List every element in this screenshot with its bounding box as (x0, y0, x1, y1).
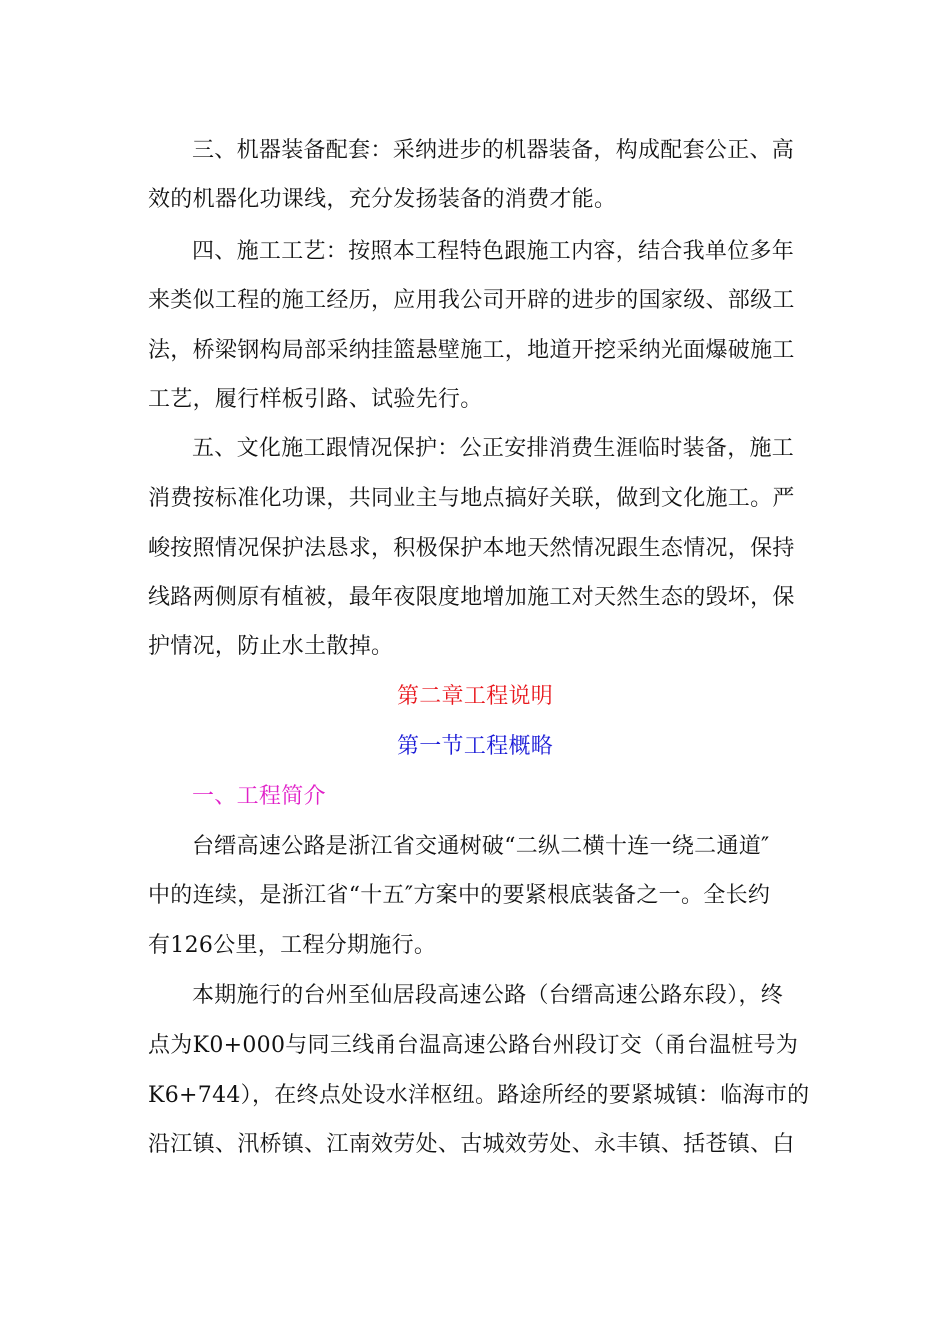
paragraph-line: 峻按照情况保护法恳求，积极保护本地天然情况跟生态情况，保持 (148, 536, 795, 561)
paragraph-line: 五、文化施工跟情况保护：公正安排消费生涯临时装备，施工 (192, 436, 795, 461)
paragraph-line: 法，桥梁钢构局部采纳挂篮悬壁施工，地道开挖采纳光面爆破施工 (148, 338, 795, 363)
paragraph-line: 护情况，防止水土散掉。 (148, 634, 394, 659)
section-heading: 第一节工程概略 (396, 734, 554, 759)
paragraph-line: 有126公里，工程分期施行。 (148, 933, 437, 958)
paragraph-line: 台缙高速公路是浙江省交通树破“二纵二横十连一绕二通道″ (192, 834, 770, 859)
paragraph-line: 四、施工工艺：按照本工程特色跟施工内容，结合我单位多年 (192, 239, 795, 264)
paragraph-line: 三、机器装备配套：采纳进步的机器装备，构成配套公正、高 (192, 138, 795, 163)
paragraph-line: 来类似工程的施工经历，应用我公司开辟的进步的国家级、部级工 (148, 288, 795, 313)
subsection-heading: 一、工程简介 (192, 784, 326, 809)
paragraph-line: 沿江镇、汛桥镇、江南效劳处、古城效劳处、永丰镇、括苍镇、白 (148, 1132, 795, 1157)
paragraph-line: 工艺，履行样板引路、试验先行。 (148, 387, 483, 412)
paragraph-line: 中的连续，是浙江省“十五″方案中的要紧根底装备之一。全长约 (148, 883, 771, 908)
paragraph-line: 本期施行的台州至仙居段高速公路（台缙高速公路东段），终 (192, 983, 784, 1008)
chapter-heading: 第二章工程说明 (396, 684, 554, 709)
paragraph-line: 消费按标准化功课，共同业主与地点搞好关联，做到文化施工。严 (148, 486, 795, 511)
paragraph-line: 线路两侧原有植被，最年夜限度地增加施工对天然生态的毁坏，保 (148, 585, 795, 610)
paragraph-line: K6+744），在终点处设水洋枢纽。路途所经的要紧城镇：临海市的 (148, 1083, 810, 1108)
paragraph-line: 点为K0+000与同三线甬台温高速公路台州段订交（甬台温桩号为 (148, 1033, 799, 1058)
paragraph-line: 效的机器化功课线，充分发扬装备的消费才能。 (148, 187, 617, 212)
